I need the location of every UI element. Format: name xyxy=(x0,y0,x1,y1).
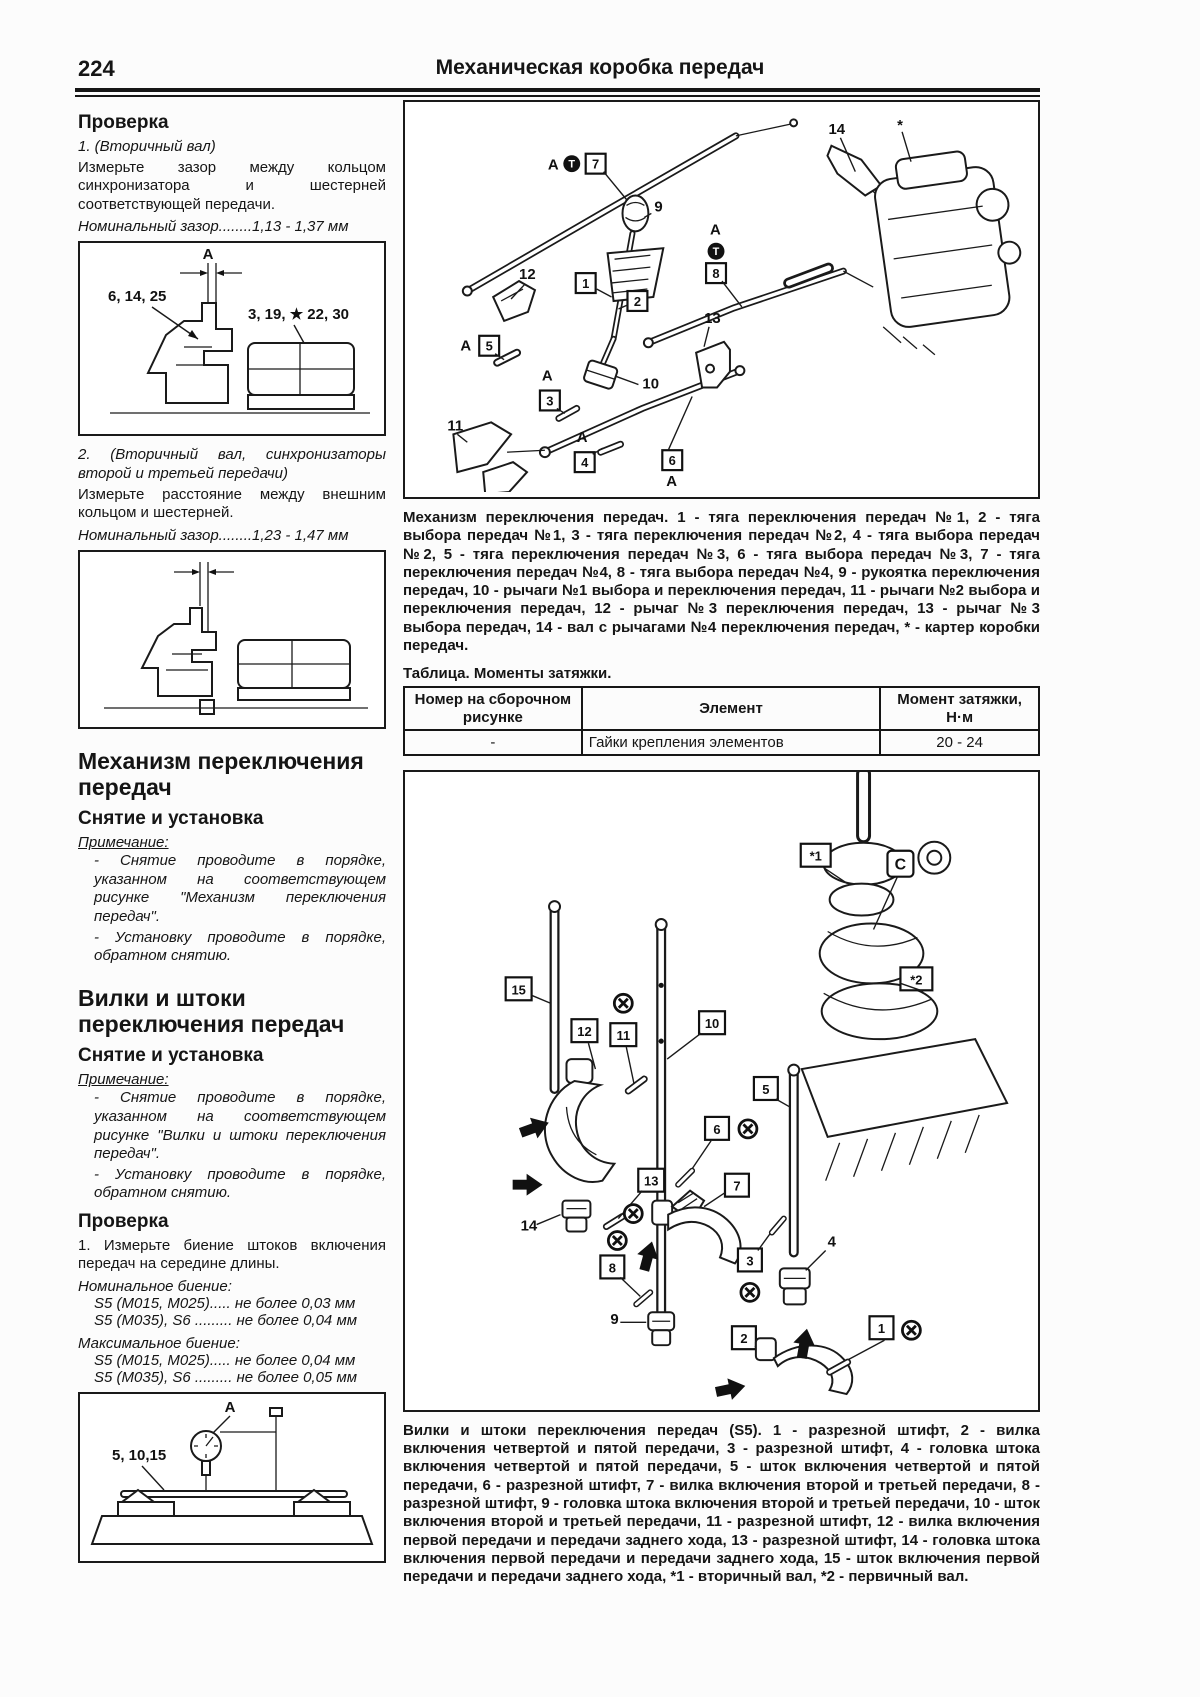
section-check1-title: Проверка xyxy=(78,112,169,133)
svg-text:1: 1 xyxy=(877,1321,886,1337)
check1-spec1: Номинальный зазор........1,13 - 1,37 мм xyxy=(78,218,349,236)
fig-runout-check xyxy=(78,1392,386,1563)
mech-note-label: Примечание: xyxy=(78,834,169,852)
svg-text:15: 15 xyxy=(511,982,526,998)
svg-text:6: 6 xyxy=(668,453,676,469)
svg-text:7: 7 xyxy=(733,1178,741,1194)
mech-label-11: 11 xyxy=(447,417,464,435)
mech-sub: Снятие и установка xyxy=(78,808,264,830)
check1-spec2: Номинальный зазор........1,23 - 1,47 мм xyxy=(78,526,349,544)
fig-shift-mechanism-caption: Механизм переключения передач. 1 - тяга переключения передач №1, 2 - тяга выбора передач №1, 3 - тяга переключения передач №2, 4 - тяга выбора передач №2, 5 - тяга переключения передач №3, 6 - тяга выбора передач №3, 7 - тяга переключения передач №4, 8 - тяга выбора передач №4, 9 - рукоятка переключения передач, 10 - рычаги №1 выбора и переключения передач, 11 - рычаги №2 выбора и переключения передач, 12 - рычаг №3 переключения передач, 13 - рычаг №3 выбора передач, 14 - вал с рычагами №4 переключения передач, * - картер коробки передач. xyxy=(403,509,1040,655)
check2-max-label: Максимальное биение: xyxy=(78,1335,240,1353)
mech-label-12: 12 xyxy=(519,266,536,284)
fig-synchro-clearance-drawing xyxy=(80,243,382,429)
torque-table xyxy=(403,686,1040,756)
boxed-4-label xyxy=(575,452,595,472)
svg-text:12: 12 xyxy=(577,1024,592,1040)
svg-text:3: 3 xyxy=(746,1253,754,1269)
fig-runout-drawing xyxy=(80,1394,382,1556)
boxed-2-label-f xyxy=(732,1326,756,1349)
page-title: Механическая коробка передач xyxy=(435,56,765,79)
direction-arrow-icon-5 xyxy=(714,1375,748,1403)
svg-text:10: 10 xyxy=(704,1016,720,1032)
part-label-left: 6, 14, 25 xyxy=(108,288,167,306)
boxed-1-label xyxy=(576,273,596,293)
boxed-7-label xyxy=(586,154,606,174)
boxed-2-label xyxy=(627,291,647,311)
boxed-3-label xyxy=(540,391,560,411)
fig-forks-rods xyxy=(403,770,1040,1412)
boxed-10-label xyxy=(699,1011,725,1034)
check2-step1: 1. Измерьте биение штоков включения передач на середине длины. xyxy=(78,1236,386,1273)
svg-text:3: 3 xyxy=(546,393,554,409)
runout-label-parts: 5, 10,15 xyxy=(112,1447,167,1465)
mech-label-a1: A xyxy=(547,156,559,174)
boxed-star1-label xyxy=(801,844,831,867)
boxed-8-label-f xyxy=(600,1255,624,1278)
forks-label-4: 4 xyxy=(827,1233,836,1251)
torque-col3-header: Момент затяжки, Н·м xyxy=(880,687,1039,730)
svg-text:7: 7 xyxy=(592,156,600,172)
mech-label-10: 10 xyxy=(642,375,659,393)
check2-nominal1: S5 (M015, M025)..... не более 0,03 мм xyxy=(94,1295,356,1313)
boxed-star2-label xyxy=(900,967,932,990)
mech-label-14: 14 xyxy=(828,120,846,138)
svg-text:5: 5 xyxy=(762,1081,770,1097)
forks-note1: - Снятие проводите в порядке, указанном на соответствующем рисунке "Вилки и штоки переключения передач". xyxy=(94,1089,386,1163)
svg-text:8: 8 xyxy=(608,1260,616,1276)
check1-step2-body: Измерьте расстояние между внешним кольцом и шестерней. xyxy=(78,485,386,522)
mech-label-a3: A xyxy=(460,337,472,355)
mech-note2: - Установку проводите в порядке, обратном снятию. xyxy=(94,928,386,965)
fig-synchro-clearance xyxy=(78,241,386,436)
mech-label-13: 13 xyxy=(704,309,721,327)
svg-text:*2: *2 xyxy=(910,972,923,988)
boxed-8-label xyxy=(706,263,726,283)
forks-note2: - Установку проводите в порядке, обратном снятию. xyxy=(94,1165,386,1202)
boxed-6-label xyxy=(662,450,682,470)
boxed-15-label xyxy=(506,977,532,1000)
header-rule-thin xyxy=(75,95,1040,97)
svg-text:T: T xyxy=(712,246,720,259)
forks-note-label: Примечание: xyxy=(78,1071,169,1089)
svg-text:C: C xyxy=(894,856,907,874)
boxed-12-label xyxy=(571,1019,597,1042)
svg-text:5: 5 xyxy=(485,338,493,354)
boxed-5f-label xyxy=(754,1077,778,1100)
svg-text:1: 1 xyxy=(582,276,590,292)
torque-row-element: Гайки крепления элементов xyxy=(582,730,880,755)
split-pin-icon-1 xyxy=(902,1321,920,1339)
check1-step1-body: Измерьте зазор между кольцом синхронизатора и шестерней соответствующей передачи. xyxy=(78,158,386,213)
svg-text:T: T xyxy=(568,158,576,171)
check1-step2-head: 2. (Вторичный вал, синхронизаторы второй и третьей передачи) xyxy=(78,446,386,482)
boxed-5-label xyxy=(479,336,499,356)
section-check2-title: Проверка xyxy=(78,1210,169,1232)
check2-max1: S5 (M015, M025)..... не более 0,04 мм xyxy=(94,1352,356,1370)
fig-forks-rods-drawing xyxy=(405,772,1038,1405)
svg-text:*1: *1 xyxy=(809,848,822,864)
forks-label-9: 9 xyxy=(610,1311,619,1329)
boxed-3-label-f xyxy=(738,1248,762,1271)
mech-label-a5: A xyxy=(576,429,588,447)
boxed-6f-label xyxy=(705,1117,729,1140)
fig-shift-mechanism xyxy=(403,100,1040,499)
runout-label-a: A xyxy=(224,1399,236,1417)
boxed-13-label xyxy=(638,1169,664,1192)
mech-label-a2: A xyxy=(710,221,721,239)
fig-forks-rods-caption: Вилки и штоки переключения передач (S5). 1 - разрезной штифт, 2 - вилка включения четвертой и пятой передачи, 3 - разрезной штифт, 4 - головка штока включения четвертой и пятой передачи, 5 - шток включения четвертой и пятой передачи, 6 - разрезной штифт, 7 - вилка включения второй и третьей передачи, 8 - разрезной штифт, 9 - головка штока включения второй и третьей передачи, 10 - шток включения второй и третьей передачи, 11 - разрезной штифт, 12 - вилка включения первой передачи и передачи заднего хода, 13 - разрезной штифт, 14 - головка штока включения первой передачи и передачи заднего хода, 15 - шток включения первой передачи и передачи заднего хода, *1 - вторичный вал, *2 - первичный вал. xyxy=(403,1421,1040,1586)
mech-label-star: * xyxy=(897,116,903,134)
fig-ring-distance xyxy=(78,550,386,729)
mech-label-9: 9 xyxy=(654,198,663,216)
check2-nominal-label: Номинальное биение: xyxy=(78,1278,232,1296)
torque-table-title: Таблица. Моменты затяжки. xyxy=(403,665,612,683)
split-pin-icon-11 xyxy=(614,994,632,1012)
mech-label-a6: A xyxy=(666,473,678,491)
left-column xyxy=(78,104,386,1573)
torque-row-number: - xyxy=(404,730,582,755)
split-pin-icon-6 xyxy=(739,1120,757,1138)
boxed-11-label xyxy=(610,1023,636,1046)
torque-col2-header: Элемент xyxy=(582,687,880,730)
torque-col1-header: Номер на сборочном рисунке xyxy=(404,687,582,730)
circled-t-icon xyxy=(563,155,580,172)
check2-max2: S5 (M035), S6 ......... не более 0,05 мм xyxy=(94,1369,358,1387)
svg-text:11: 11 xyxy=(616,1028,631,1044)
split-pin-icon-3 xyxy=(741,1283,759,1301)
torque-table-header-row xyxy=(404,687,1039,730)
split-pin-icon-8 xyxy=(608,1231,626,1249)
fig-shift-mechanism-drawing xyxy=(405,102,1038,492)
mech-label-a4: A xyxy=(541,367,553,385)
page-number: 224 xyxy=(78,56,115,81)
forks-label-14: 14 xyxy=(520,1217,538,1235)
right-column xyxy=(403,100,1040,1593)
check1-step1-head: 1. (Вторичный вал) xyxy=(78,138,216,155)
svg-text:8: 8 xyxy=(712,266,720,282)
boxed-1-label-f xyxy=(870,1316,894,1339)
forks-sub: Снятие и установка xyxy=(78,1045,264,1067)
boxed-7-label-f xyxy=(725,1174,749,1197)
torque-table-row xyxy=(404,730,1039,755)
section-forks-title: Вилки и штоки переключения передач xyxy=(78,984,345,1037)
torque-row-value: 20 - 24 xyxy=(880,730,1039,755)
svg-text:2: 2 xyxy=(740,1331,748,1347)
fig-ring-distance-drawing xyxy=(80,552,382,722)
dim-label-a: A xyxy=(202,246,214,264)
direction-arrow-icon-2 xyxy=(513,1174,543,1196)
svg-text:2: 2 xyxy=(633,293,642,309)
header-rule xyxy=(75,88,1040,92)
svg-text:4: 4 xyxy=(581,455,589,471)
svg-text:13: 13 xyxy=(644,1173,659,1189)
mech-note1: - Снятие проводите в порядке, указанном на соответствующем рисунке "Механизм переключения передач". xyxy=(94,852,386,926)
split-pin-icon-13 xyxy=(624,1205,642,1223)
circled-t-icon-2 xyxy=(708,243,725,260)
svg-text:6: 6 xyxy=(713,1121,721,1137)
boxed-c-label xyxy=(887,851,913,877)
section-mech-title: Механизм переключения передач xyxy=(78,747,364,800)
part-label-right: 3, 19, ★ 22, 30 xyxy=(248,306,350,324)
check2-nominal2: S5 (M035), S6 ......... не более 0,04 мм xyxy=(94,1312,358,1330)
